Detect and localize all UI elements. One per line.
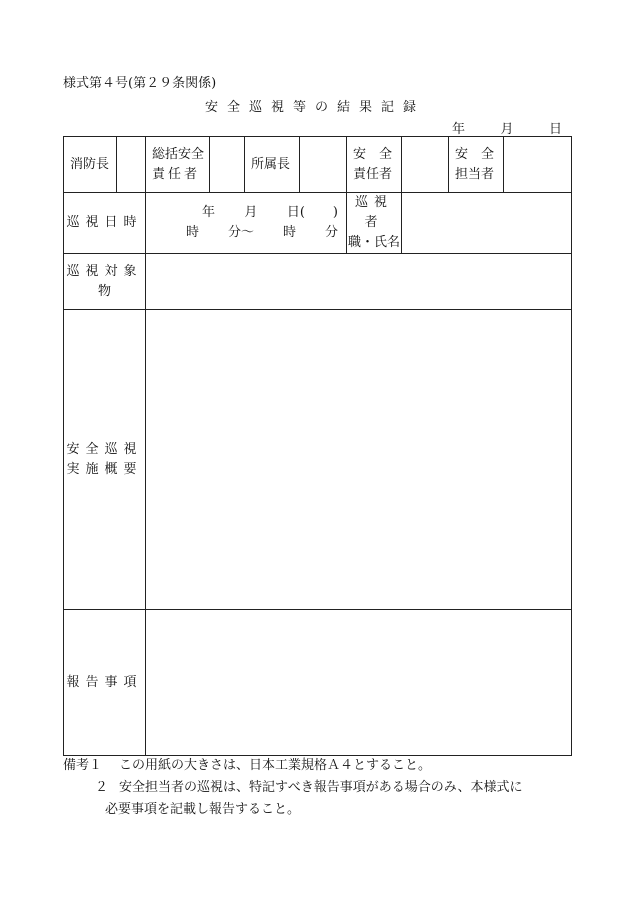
fire-chief-stamp-box[interactable] — [117, 137, 146, 193]
inspector-label-line2: 職・氏名 — [347, 235, 400, 250]
patrol-datetime-row — [64, 193, 572, 254]
date-month-label: 月 — [500, 122, 514, 137]
patrol-datetime-label: 巡視日時 — [64, 193, 146, 254]
general-safety-manager-label-line1: 総括安全 — [152, 146, 205, 162]
patrol-overview-row — [64, 310, 572, 610]
general-safety-manager-label — [146, 137, 210, 193]
department-head-label: 所属長 — [245, 137, 300, 193]
patrol-overview-label — [64, 310, 146, 610]
inspector-label-line1: 巡視者 — [354, 195, 393, 230]
safety-manager-stamp-box[interactable] — [402, 137, 449, 193]
inspector-name-field[interactable] — [402, 193, 572, 254]
patrol-start-hour-label: 時 — [186, 225, 200, 240]
patrol-dow-close: ) — [332, 205, 338, 220]
safety-manager-label-line1: 安 全 — [353, 146, 393, 162]
patrol-overview-label-line1: 安全巡視 — [66, 441, 143, 457]
report-field[interactable] — [146, 610, 572, 756]
date-year-label: 年 — [452, 122, 466, 137]
report-row — [64, 610, 572, 756]
remark-1-text: この用紙の大きさは、日本工業規格Ａ４とすること。 — [119, 758, 432, 773]
patrol-day-label: 日( — [286, 205, 305, 220]
safety-manager-label-line2: 責任者 — [353, 166, 393, 182]
general-safety-manager-label-line2: 責任者 — [152, 166, 201, 182]
patrol-overview-field[interactable] — [146, 310, 572, 610]
patrol-month-label: 月 — [244, 205, 258, 220]
patrol-year-label: 年 — [202, 205, 216, 220]
safety-officer-stamp-box[interactable] — [504, 137, 572, 193]
safety-officer-label — [449, 137, 504, 193]
patrol-target-label-line1: 巡視対象 — [66, 263, 143, 279]
patrol-start-minute-label: 分～ — [227, 225, 254, 240]
remark-2-number: ２ — [95, 780, 109, 795]
patrol-day-group — [287, 203, 338, 223]
record-form-table — [63, 136, 572, 756]
safety-manager-label — [347, 137, 402, 193]
approval-row — [64, 137, 572, 193]
patrol-date-line — [146, 203, 346, 223]
department-head-stamp-box[interactable] — [300, 137, 347, 193]
patrol-end-minute-label: 分 — [324, 225, 338, 240]
safety-officer-label-line1: 安 全 — [455, 146, 495, 162]
remarks — [63, 755, 573, 821]
remark-2-continued — [63, 799, 573, 821]
patrol-overview-label-line2: 実施概要 — [66, 461, 143, 477]
page-title: 安全巡視等の結果記録 — [204, 100, 425, 115]
form-number: 様式第４号(第２９条関係) — [63, 76, 217, 91]
patrol-time-line — [146, 223, 346, 243]
patrol-end-hour-label: 時 — [282, 225, 296, 240]
inspector-label — [347, 193, 402, 254]
remark-1 — [63, 755, 573, 777]
remark-2-text-line2: 必要事項を記載し報告すること。 — [105, 802, 301, 817]
patrol-target-label-line2: 物 — [97, 283, 111, 299]
remark-1-prefix: 備考１ — [63, 758, 103, 773]
general-safety-manager-stamp-box[interactable] — [210, 137, 245, 193]
report-label: 報告事項 — [64, 610, 146, 756]
patrol-datetime-field[interactable] — [146, 193, 347, 254]
fire-chief-label: 消防長 — [64, 137, 117, 193]
remark-2 — [63, 777, 573, 799]
patrol-target-field[interactable] — [146, 254, 572, 310]
remark-2-text: 安全担当者の巡視は、特記すべき報告事項がある場合のみ、本様式に — [119, 780, 523, 795]
safety-officer-label-line2: 担当者 — [455, 166, 495, 182]
date-day-label: 日 — [548, 122, 562, 137]
patrol-target-label — [64, 254, 146, 310]
patrol-target-row — [64, 254, 572, 310]
record-date — [452, 118, 562, 137]
